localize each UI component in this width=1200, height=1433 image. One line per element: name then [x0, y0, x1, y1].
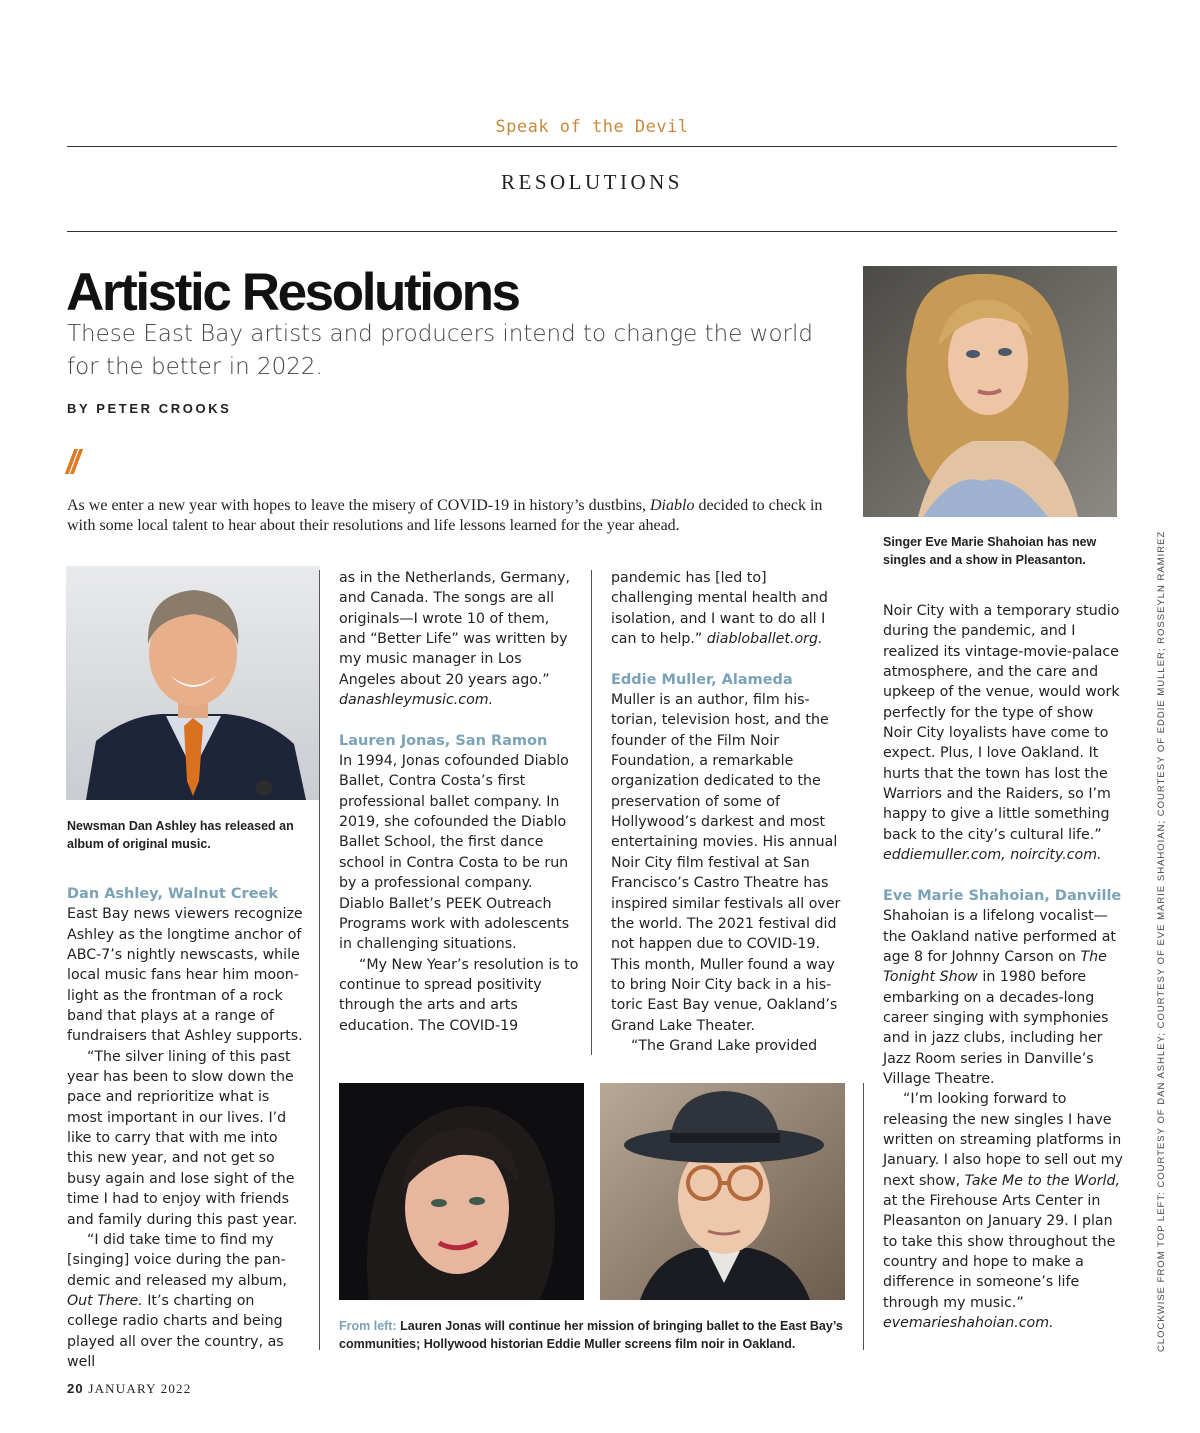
paragraph: East Bay news viewers recognize Ashley as the longtime anchor of ABC-7’s nightly newscasts, while local music fans hear him moon-light as the frontman of a rock band that plays at a range of fundraisers that Ashley supports. [67, 906, 303, 1045]
intro-magazine-name: Diablo [650, 497, 695, 514]
intro-text: As we enter a new year with hopes to leave the misery of COVID-19 in history’s dustbins, [67, 497, 650, 514]
caption-bottom-photos [339, 1318, 851, 1353]
paragraph: “The Grand Lake provided [631, 1037, 818, 1054]
paragraph-text: “I did take time to find my [singing] voice during the pan-demic and released my album, [67, 1231, 287, 1289]
website-link[interactable]: diabloballet.org. [706, 631, 823, 648]
paragraph-text-mid: at the Firehouse Arts Center in Pleasanton on January 29. I plan to take this show throughout the country and hope to make a difference in someone’s life through my music.” [883, 1192, 1116, 1311]
caption-eve-marie-shahoian: Singer Eve Marie Shahoian has new singles and a show in Pleasanton. [883, 535, 1097, 567]
paragraph-text-end: in 1980 before embarking on a decades-long career singing with symphonies and in jazz clubs, including her Jazz Room series in Danville’s Village Theatre. [883, 969, 1109, 1087]
paragraph-text: Noir City with a temporary studio during the pandemic, and I realized its vintage-movie-palace atmosphere, and the care and upkeep of the venue, would work perfectly for the type of show Noir City loyalists have come to expect. Plus, I love Oakland. It hurts that the town has lost the Warriors and the Raiders, so I’m happy to give a little something back to the city’s cultural life.” [883, 603, 1120, 843]
photo-lauren-jonas [339, 1083, 584, 1300]
header-rule-bottom [67, 231, 1117, 232]
column-rule-2 [591, 570, 592, 1055]
show-title: Take Me to the World, [964, 1172, 1120, 1189]
article-dek: These East Bay artists and producers intend to change the world for the better in 2022. [67, 321, 813, 380]
website-link[interactable]: eddiemuller.com, noircity.com. [883, 847, 1102, 864]
column-rule-1 [319, 570, 320, 1350]
photo-eddie-muller [600, 1083, 845, 1300]
subhead-lauren-jonas: Lauren Jonas, San Ramon [339, 732, 548, 749]
caption-text: Lauren Jonas will continue her mission of bringing ballet to the East Bay’s communities; Hollywood historian Eddie Muller screens film noir in Oakland. [339, 1319, 843, 1351]
paragraph [883, 1089, 1123, 1333]
subhead-eve-marie-shahoian: Eve Marie Shahoian, Danville [883, 887, 1122, 904]
paragraph [611, 568, 851, 649]
column-4 [883, 601, 1123, 1333]
page-number: 20 [67, 1381, 84, 1396]
article-title: Artistic Resolutions [66, 263, 519, 322]
issue-date: JANUARY 2022 [88, 1381, 192, 1396]
article-intro [67, 496, 847, 536]
paragraph [883, 906, 1123, 1089]
paragraph-text-end: It’s charting on college radio charts and being played all over the country, as well [67, 1292, 284, 1370]
paragraph [67, 1230, 307, 1372]
intro-text-end: decided to check in with some local talent to hear about their resolutions and life lessons learned for the year ahead. [67, 497, 823, 534]
section-kicker: Speak of the Devil [495, 117, 689, 137]
ornament-slashes: // [66, 443, 77, 480]
paragraph: In 1994, Jonas cofounded Diablo Ballet, Contra Costa’s first professional ballet company. In 2019, she cofounded the Diablo Ballet School, the first dance school in Contra Costa to be run by a professional company. Diablo Ballet’s PEEK Outreach Programs work with adolescents in challenging situations. [339, 753, 570, 953]
column-2 [339, 568, 579, 1036]
album-title: Out There. [67, 1292, 143, 1309]
paragraph-text: “I’m looking forward to releasing the new singles I have written on streaming platforms in January. I also hope to sell out my next show, [883, 1091, 1123, 1189]
header-rule-top [67, 146, 1117, 147]
paragraph: “My New Year’s resolution is to continue to spread positivity through the arts and arts education. The COVID-19 [339, 956, 579, 1034]
photo-dan-ashley [66, 566, 320, 800]
website-link[interactable]: evemarieshahoian.com. [883, 1315, 1054, 1332]
photo-credit: CLOCKWISE FROM TOP LEFT: COURTESY OF DAN ASHLEY; COURTESY OF EVE MARIE SHAHOIAN; COURTESY OF EDDIE MULLER; ROSSEYLN RAMIREZ [1156, 530, 1167, 1352]
paragraph [339, 568, 579, 710]
paragraph-text: Shahoian is a lifelong vocalist—the Oakland native performed at age 8 for Johnny Carson on [883, 908, 1116, 965]
show-title: The Tonight Show [883, 948, 1107, 986]
column-rule-3 [863, 1083, 864, 1350]
paragraph-text: as in the Netherlands, Germany, and Canada. The songs are all originals—I wrote 10 of them, and “Better Life” was written by my music manager in Los Angeles about 20 years ago.” [339, 570, 571, 688]
website-link[interactable]: danashleymusic.com. [339, 692, 494, 709]
paragraph: “The silver lining of this past year has been to slow down the pace and reprioritize what is most important in our lives. I’d like to carry that with me into this new year, and not get so busy again and lose sight of the time I had to enjoy with friends and family during this past year. [67, 1048, 298, 1228]
article-byline: BY PETER CROOKS [67, 401, 232, 416]
column-3 [611, 568, 851, 1056]
subhead-dan-ashley: Dan Ashley, Walnut Creek [67, 886, 279, 902]
caption-lead: From left: [339, 1319, 397, 1333]
photo-eve-marie-shahoian [863, 266, 1117, 517]
page-folio [67, 1381, 191, 1397]
paragraph-text: pandemic has [led to] challenging mental health and isolation, and I want to do all I can to help.” [611, 570, 828, 648]
paragraph [883, 601, 1123, 865]
paragraph: Muller is an author, film his-torian, television host, and the founder of the Film Noir Foundation, a remarkable organization dedicated to the preservation of some of Hollywood’s darkest and most entertaining movies. His annual Noir City film festival at San Francisco’s Castro Theatre has inspired similar festivals all over the world. The 2021 festival did not happen due to COVID-19. This month, Muller found a way to bring Noir City back in a his-toric East Bay venue, Oakland’s Grand Lake Theater. [611, 692, 841, 1034]
section-title: RESOLUTIONS [500, 170, 683, 194]
subhead-eddie-muller: Eddie Muller, Alameda [611, 671, 793, 688]
caption-dan-ashley: Newsman Dan Ashley has released an album of original music. [67, 819, 294, 851]
column-1 [67, 884, 307, 1372]
